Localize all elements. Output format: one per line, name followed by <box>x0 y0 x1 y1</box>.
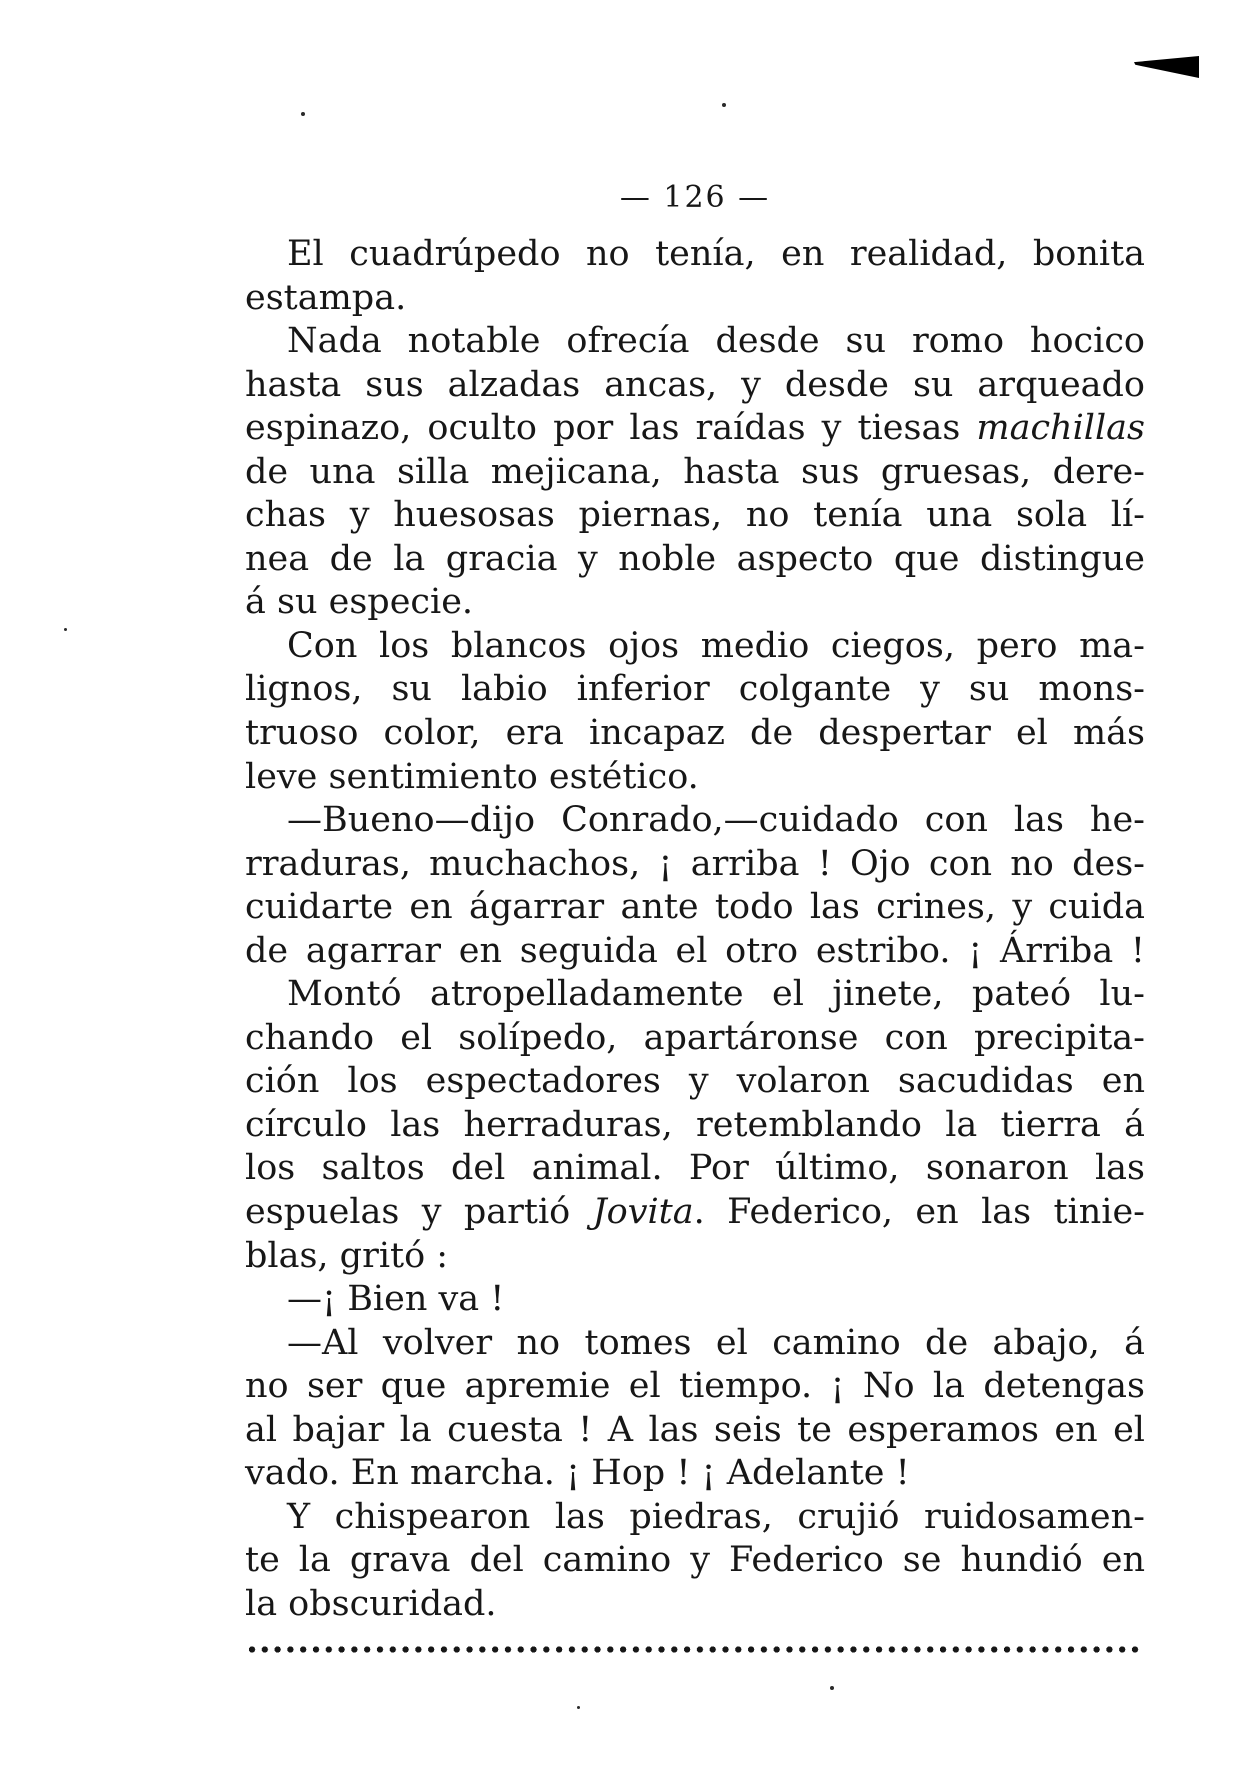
text-segment: espinazo, oculto por las raídas y tiesas <box>245 408 977 449</box>
text-segment: Con los blancos ojos medio ciegos, pero ma- <box>287 625 1145 666</box>
text-line <box>245 1322 1145 1366</box>
text-line <box>245 494 1145 538</box>
text-segment: ción los espectadores y volaron sacudidas en <box>245 1061 1145 1102</box>
text-segment: —Al volver no tomes el camino de abajo, á <box>287 1322 1145 1363</box>
text-line <box>245 886 1145 930</box>
text-segment: á su especie. <box>245 582 474 623</box>
text-line <box>245 1104 1145 1148</box>
text-segment: —Bueno—dijo Conrado,—cuidado con las he- <box>287 800 1145 841</box>
text-segment: Nada notable ofrecía desde su romo hocico <box>287 321 1145 362</box>
text-segment: . Federico, en las tinie- <box>693 1192 1145 1233</box>
text-line <box>245 1060 1145 1104</box>
text-segment: blas, gritó : <box>245 1235 449 1276</box>
text-line <box>245 364 1145 408</box>
text-line <box>245 1017 1145 1061</box>
text-segment: de agarrar en seguida el otro estribo. ¡ Árriba ! <box>245 930 1145 971</box>
text-segment: Y chispearon las piedras, crujió ruidosamen- <box>287 1496 1145 1537</box>
ink-speck <box>722 103 726 107</box>
text-line <box>245 581 1145 625</box>
text-segment: —¡ Bien va ! <box>287 1279 505 1320</box>
text-line <box>245 843 1145 887</box>
text-segment: espuelas y partió <box>245 1192 593 1233</box>
text-line <box>245 1191 1145 1235</box>
text-segment: de una silla mejicana, hasta sus gruesas, dere- <box>245 451 1145 492</box>
text-line <box>245 1409 1145 1453</box>
text-segment: vado. En marcha. ¡ Hop ! ¡ Adelante ! <box>245 1453 910 1494</box>
text-segment: nea de la gracia y noble aspecto que distingue <box>245 538 1145 579</box>
italic-word: Jovita <box>592 1192 694 1233</box>
text-line <box>245 1583 1145 1627</box>
text-segment: hasta sus alzadas ancas, y desde su arqueado <box>245 364 1145 405</box>
text-line <box>245 1235 1145 1279</box>
text-segment: Montó atropelladamente el jinete, pateó lu- <box>287 974 1145 1015</box>
text-line <box>245 1539 1145 1583</box>
text-line <box>245 538 1145 582</box>
text-segment: no ser que apremie el tiempo. ¡ No la detengas <box>245 1366 1145 1407</box>
text-line <box>245 799 1145 843</box>
text-line <box>245 233 1145 277</box>
text-line <box>245 1147 1145 1191</box>
text-line <box>245 1452 1145 1496</box>
text-line <box>245 451 1145 495</box>
text-segment: los saltos del animal. Por último, sonaron las <box>245 1148 1145 1189</box>
text-line <box>245 1365 1145 1409</box>
text-line <box>245 1278 1145 1322</box>
ink-speck <box>301 112 305 116</box>
ink-speck <box>830 1686 834 1690</box>
text-line <box>245 1496 1145 1540</box>
text-segment: cuidarte en ágarrar ante todo las crines, y cuida <box>245 887 1145 928</box>
text-segment: estampa. <box>245 277 407 318</box>
text-segment: círculo las herraduras, retemblando la tierra á <box>245 1104 1145 1145</box>
text-line <box>245 625 1145 669</box>
text-line <box>245 320 1145 364</box>
text-segment: chando el solípedo, apartáronse con precipita- <box>245 1017 1145 1058</box>
text-line <box>245 756 1145 800</box>
scan-edge-artifact <box>1134 56 1199 78</box>
text-line <box>245 712 1145 756</box>
italic-word: machillas <box>976 408 1145 449</box>
page-number: — 126 — <box>619 180 771 215</box>
text-segment: te la grava del camino y Federico se hundió en <box>245 1540 1145 1581</box>
text-block <box>245 233 1145 1627</box>
text-line <box>245 277 1145 321</box>
text-segment: la obscuridad. <box>245 1583 497 1624</box>
text-segment: al bajar la cuesta ! A las seis te esperamos en el <box>245 1409 1145 1450</box>
ink-speck <box>64 628 67 631</box>
text-segment: lignos, su labio inferior colgante y su mons- <box>245 669 1145 710</box>
text-segment: chas y huesosas piernas, no tenía una sola lí- <box>245 495 1145 536</box>
text-segment: El cuadrúpedo no tenía, en realidad, bonita <box>287 234 1145 274</box>
ink-speck <box>577 1706 580 1709</box>
text-segment: leve sentimiento estético. <box>245 756 699 797</box>
text-line <box>245 930 1145 974</box>
text-segment: rraduras, muchachos, ¡ arriba ! Ojo con no des- <box>245 843 1145 884</box>
text-line <box>245 973 1145 1017</box>
section-break-dots <box>248 1645 1142 1654</box>
text-line <box>245 668 1145 712</box>
text-segment: truoso color, era incapaz de despertar el más <box>245 713 1145 754</box>
text-line <box>245 407 1145 451</box>
